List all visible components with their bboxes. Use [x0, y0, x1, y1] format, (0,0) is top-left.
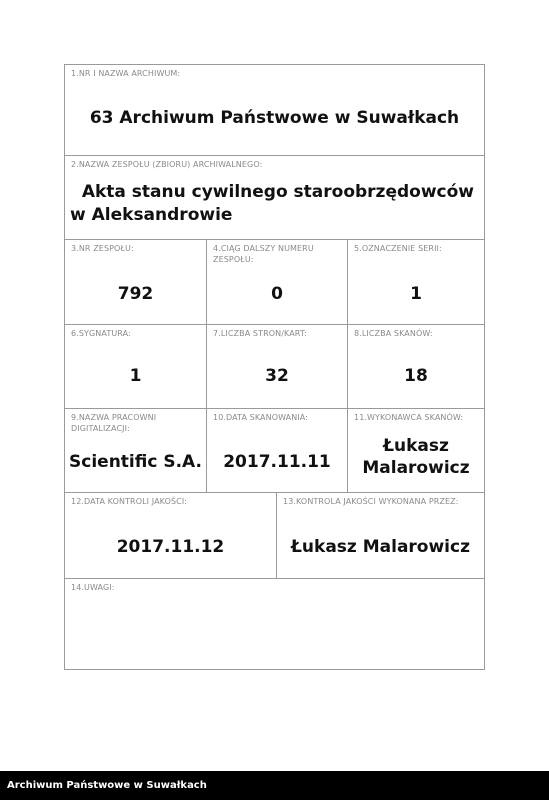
metadata-card: [64, 64, 485, 670]
scanner-label: 11.WYKONAWCA SKANÓW:: [354, 413, 464, 422]
signature-cell: [65, 325, 206, 408]
fonds-name-label: 2.NAZWA ZESPOŁU (ZBIORU) ARCHIWALNEGO:: [71, 160, 263, 169]
qc-date-label: 12.DATA KONTROLI JAKOŚCI:: [71, 497, 188, 506]
signature-row: [65, 324, 484, 408]
fonds-number-label: 3.NR ZESPOŁU:: [71, 244, 134, 253]
archive-label: 1.NR I NAZWA ARCHIWUM:: [71, 69, 181, 78]
archive-footer: Archiwum Państwowe w Suwałkach: [0, 771, 549, 800]
remarks-cell: [65, 579, 484, 669]
digitization-lab-label-2: DIGITALIZACJI:: [71, 424, 130, 433]
archive-row: [65, 65, 484, 155]
signature-label: 6.SYGNATURA:: [71, 329, 131, 338]
qc-person-value: Łukasz Malarowicz: [291, 537, 470, 557]
qc-person-cell: [276, 493, 484, 578]
qc-date-cell: [65, 493, 276, 578]
digitization-lab-cell: [65, 409, 206, 492]
fonds-continuation-cell: [206, 240, 347, 324]
page-count-label: 7.LICZBA STRON/KART:: [213, 329, 307, 338]
series-value: 1: [410, 284, 422, 304]
scan-date-value: 2017.11.11: [223, 452, 331, 472]
series-cell: [347, 240, 484, 324]
archive-cell: [65, 65, 484, 155]
scan-date-cell: [206, 409, 347, 492]
digitization-lab-value: Scientific S.A.: [69, 452, 202, 472]
remarks-row: [65, 578, 484, 669]
page-count-cell: [206, 325, 347, 408]
scan-count-value: 18: [404, 366, 428, 386]
fonds-name-row: [65, 155, 484, 239]
scan-count-label: 8.LICZBA SKANÓW:: [354, 329, 433, 338]
fonds-name-cell: [65, 156, 484, 239]
fonds-number-value: 792: [117, 284, 154, 304]
scanner-line1: Łukasz: [383, 436, 449, 456]
fonds-continuation-value: 0: [271, 284, 283, 304]
fonds-number-row: [65, 239, 484, 324]
series-label: 5.OZNACZENIE SERII:: [354, 244, 442, 253]
signature-value: 1: [129, 366, 142, 386]
fonds-number-cell: [65, 240, 206, 324]
scan-date-label: 10.DATA SKANOWANIA:: [213, 413, 309, 422]
fonds-name-line2: w Aleksandrowie: [70, 205, 233, 225]
digitization-lab-label-1: 9.NAZWA PRACOWNI: [71, 413, 157, 422]
remarks-label: 14.UWAGI:: [71, 583, 115, 592]
scan-count-cell: [347, 325, 484, 408]
scanner-cell: [347, 409, 484, 492]
digitization-row: [65, 408, 484, 492]
quality-control-row: [65, 492, 484, 578]
qc-person-label: 13.KONTROLA JAKOŚCI WYKONANA PRZEZ:: [283, 497, 459, 506]
fonds-name-line1: Akta stanu cywilnego staroobrzędowców: [81, 182, 474, 202]
scanner-line2: Malarowicz: [362, 458, 470, 478]
page-count-value: 32: [265, 366, 289, 386]
qc-date-value: 2017.11.12: [116, 537, 225, 557]
fonds-continuation-label-1: 4.CIĄG DALSZY NUMERU: [213, 244, 314, 253]
fonds-continuation-label-2: ZESPOŁU:: [213, 255, 254, 264]
archive-value: 63 Archiwum Państwowe w Suwałkach: [89, 108, 460, 128]
